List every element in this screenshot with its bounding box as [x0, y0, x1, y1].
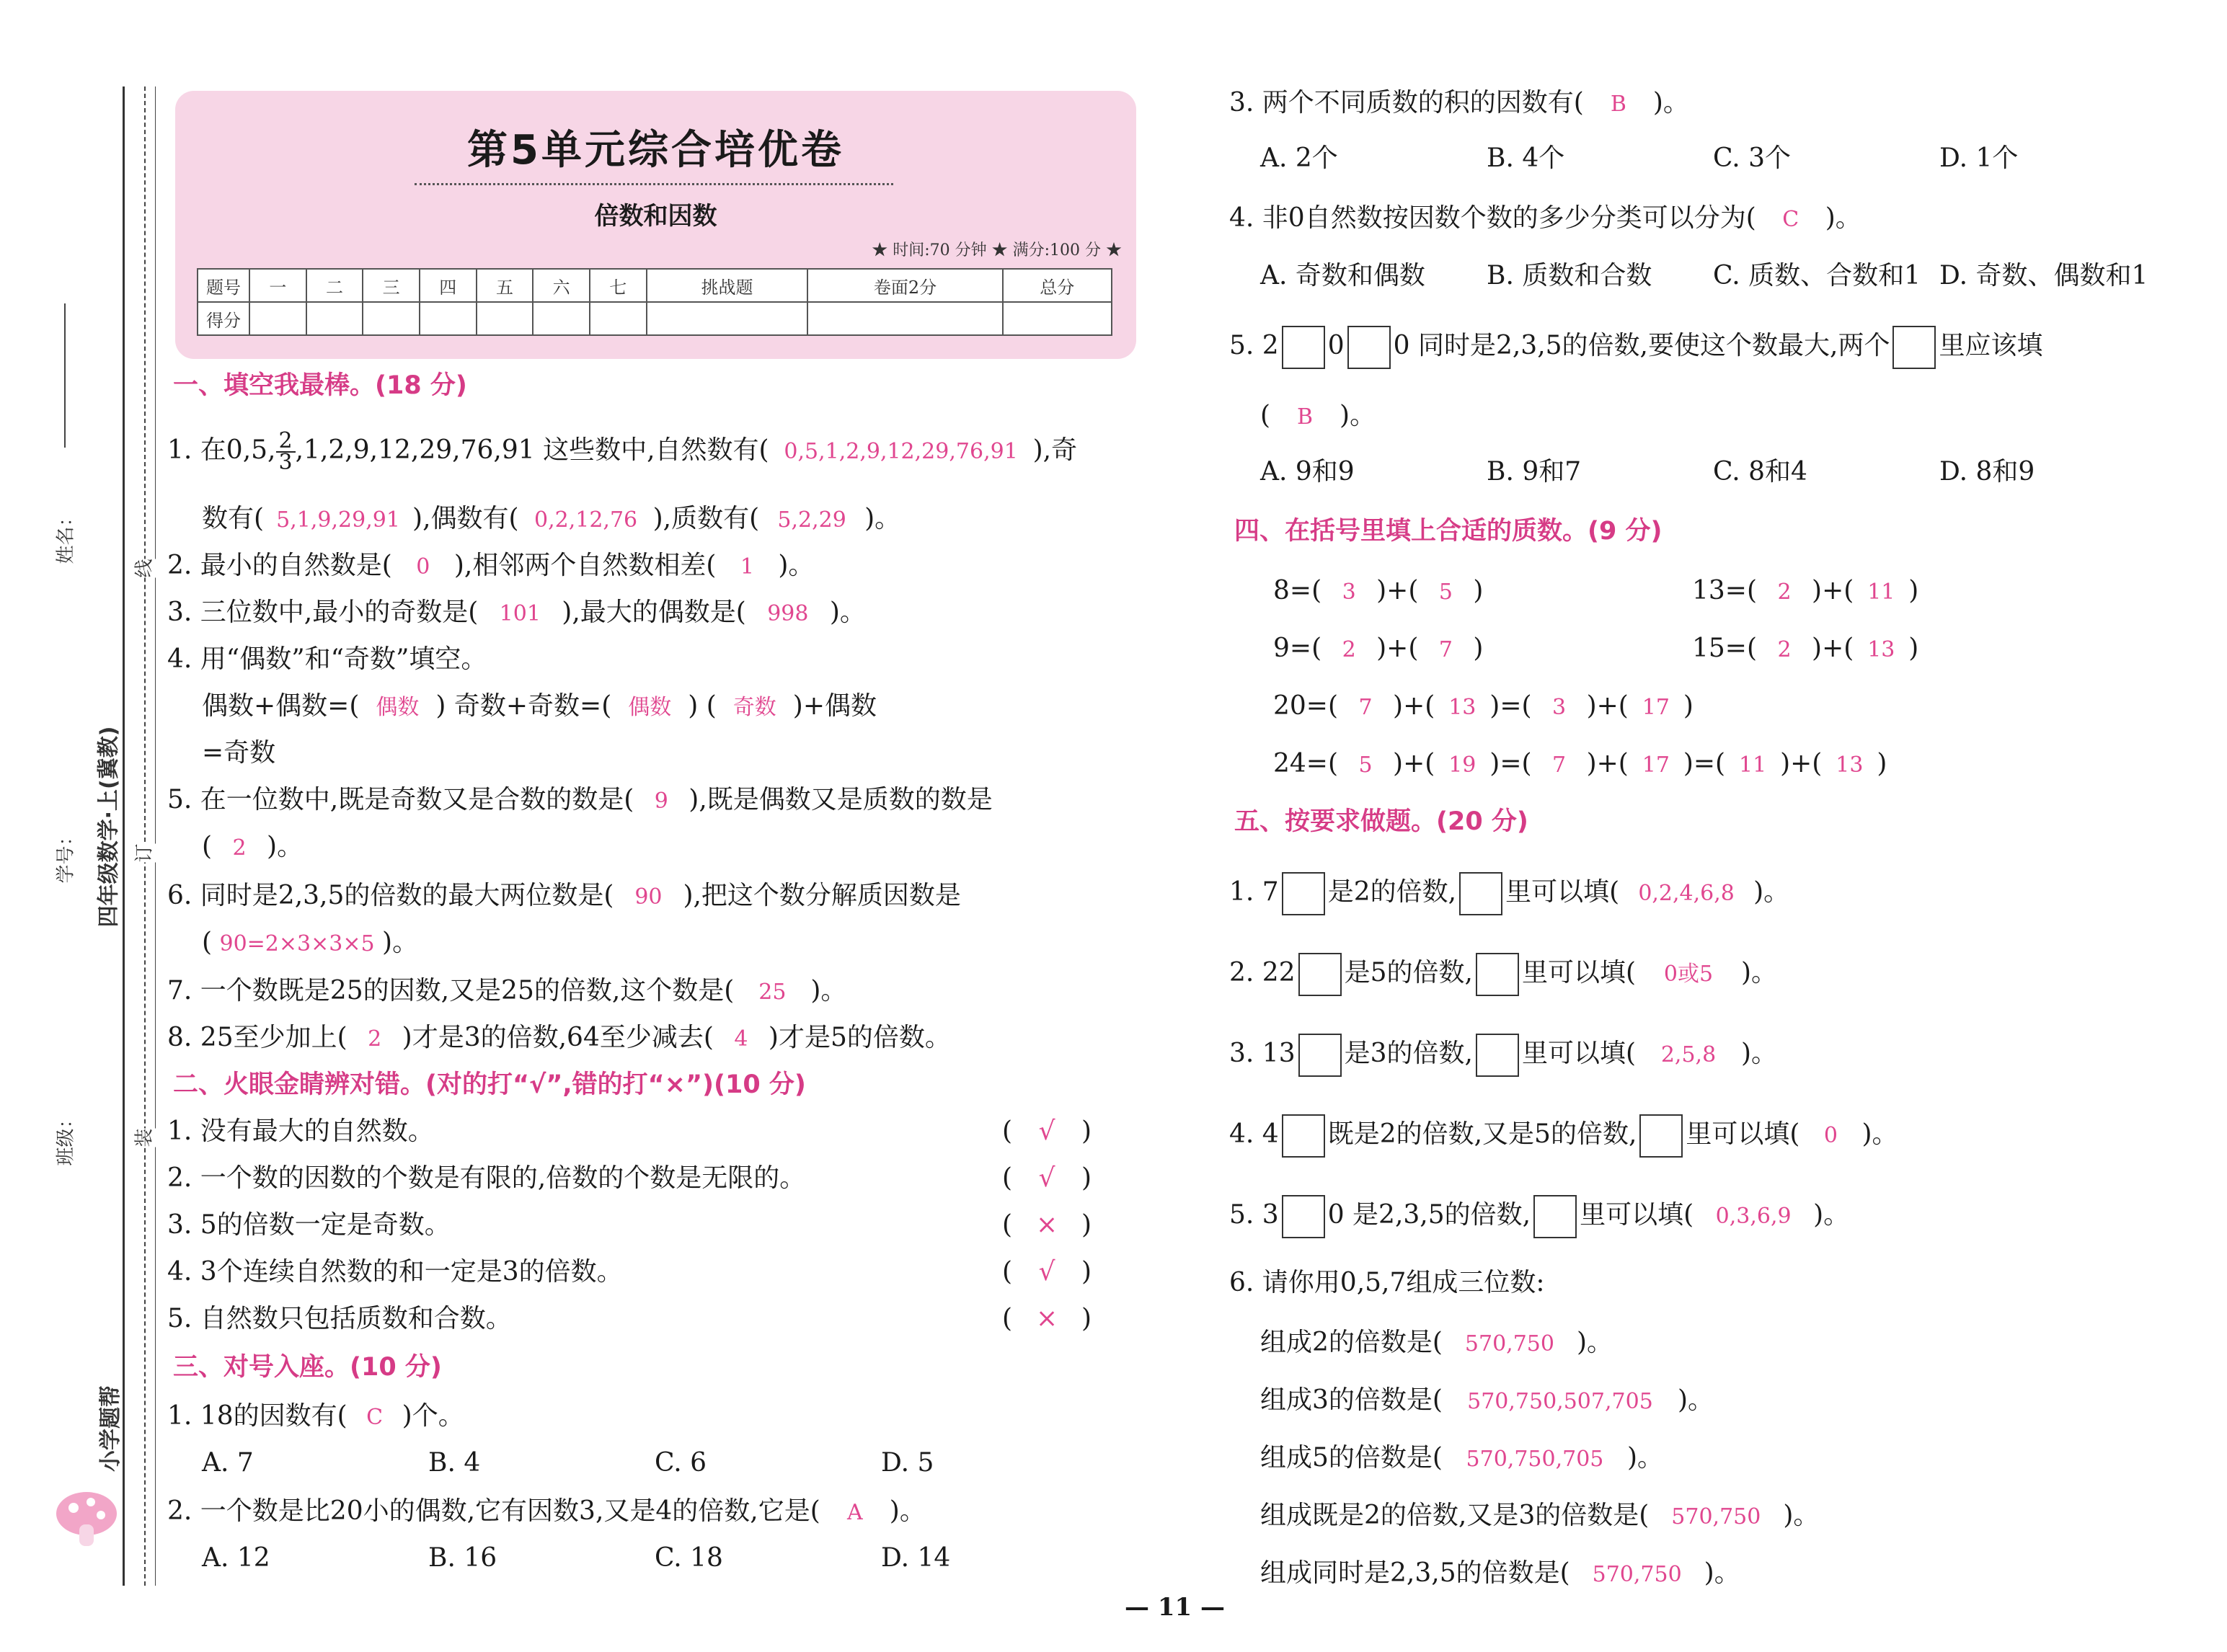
s3-q5-line2 — [1260, 398, 1376, 435]
score-cell: 题号 — [198, 269, 249, 302]
s5-q4 — [1229, 1114, 1898, 1158]
answer: 90=2×3×3×5 — [219, 931, 375, 956]
s3-q1-text-b: )个。 — [402, 1401, 464, 1431]
answer: B — [1610, 92, 1626, 117]
blank-box[interactable] — [1476, 1034, 1519, 1077]
s3-q3-option: C. 3个 — [1713, 143, 1792, 173]
blank-box[interactable] — [1533, 1195, 1577, 1238]
blank-box[interactable] — [1282, 1114, 1325, 1158]
s5-text: )。 — [1576, 1328, 1613, 1357]
s1-q7-text-b: )。 — [810, 976, 847, 1005]
s1-q8 — [167, 1020, 951, 1057]
answer: 17 — [1642, 752, 1670, 778]
s2-answer-paren: ( √ ) — [1002, 1114, 1092, 1150]
s1-q6-text-b: ),把这个数分解质因数是 — [683, 881, 961, 910]
header-panel — [175, 91, 1136, 359]
s3-q5-option: D. 8和9 — [1939, 457, 2035, 487]
answer: 7 — [1438, 637, 1453, 662]
s3-q3-option: B. 4个 — [1487, 143, 1565, 173]
s5-text: 里可以填( — [1521, 1039, 1637, 1068]
s1-q4-text-e: )+偶数 — [792, 691, 877, 721]
s1-q1-text-d: 数有( — [202, 504, 265, 533]
s3-q3-option: A. 2个 — [1260, 143, 1338, 173]
s3-q5-text-b: 0 — [1327, 331, 1345, 360]
answer: 2 — [368, 1026, 382, 1052]
answer: 偶数 — [628, 695, 672, 720]
score-input-cell[interactable] — [363, 302, 420, 335]
s5-q5 — [1229, 1195, 1849, 1238]
s3-q1-option: A. 7 — [202, 1448, 254, 1478]
s5-text: 组成既是2的倍数,又是3的倍数是( — [1260, 1501, 1650, 1530]
s1-q7-text-a: 7. 一个数既是25的因数,又是25的倍数,这个数是( — [167, 976, 735, 1005]
score-cell: 二 — [306, 269, 363, 302]
s1-q6-text-c: ( — [202, 928, 213, 957]
s1-q2-text-a: 2. 最小的自然数是( — [167, 551, 392, 580]
s2-answer-paren: ( √ ) — [1002, 1254, 1092, 1290]
answer: 0,2,4,6,8 — [1638, 881, 1735, 906]
s3-q1-text-a: 1. 18的因数有( — [167, 1401, 347, 1431]
s1-q5-text-d: )。 — [267, 832, 304, 861]
fraction-two-thirds — [276, 428, 296, 475]
fraction-numerator: 2 — [276, 431, 296, 453]
s2-item: 2. 一个数的因数的个数是有限的,倍数的个数是无限的。 — [167, 1163, 806, 1193]
score-input-cell[interactable] — [1003, 302, 1112, 335]
s5-text: 里可以填( — [1580, 1200, 1694, 1230]
answer: 2 — [1777, 637, 1792, 662]
s3-q3-text-b: )。 — [1652, 88, 1689, 117]
answer: 90 — [634, 884, 663, 910]
s5-text: 组成2的倍数是( — [1260, 1328, 1443, 1357]
s4-text: )+( — [1812, 634, 1854, 663]
class-label: 班级： — [55, 1109, 77, 1166]
s4-text: ) — [1908, 576, 1919, 605]
s5-text: 是5的倍数, — [1344, 958, 1473, 987]
s4-text: )+( — [1586, 749, 1629, 778]
s1-q2 — [167, 548, 814, 585]
s4-row2-right — [1692, 631, 1918, 668]
s1-q1-text-e: ),偶数有( — [412, 504, 519, 533]
s3-q1-option: B. 4 — [428, 1448, 481, 1478]
s3-q2-option: D. 14 — [881, 1543, 951, 1573]
s1-q4-text-d: ) ( — [688, 691, 717, 721]
s4-text: 9=( — [1273, 634, 1322, 663]
answer: 13 — [1867, 637, 1895, 662]
s3-q2-text-a: 2. 一个数是比20小的偶数,它有因数3,又是4的倍数,它是( — [167, 1496, 820, 1526]
answer: 7 — [1358, 695, 1373, 720]
s5-text: )。 — [1783, 1501, 1820, 1530]
answer: 570,750 — [1592, 1562, 1682, 1587]
answer: 5,1,9,29,91 — [276, 507, 400, 533]
s1-q8-text-c: )才是5的倍数。 — [768, 1023, 951, 1052]
answer: C — [366, 1405, 384, 1430]
score-input-cell[interactable] — [477, 302, 533, 335]
s3-q5-text-c: 0 同时是2,3,5的倍数,要使这个数最大,两个 — [1393, 331, 1890, 360]
s1-q2-text-b: ),相邻两个自然数相差( — [453, 551, 717, 580]
score-table-header-row — [198, 269, 1112, 302]
s2-answer-paren: ( √ ) — [1002, 1160, 1092, 1196]
s1-q1-text-f: ),质数有( — [652, 504, 760, 533]
s4-row1-right — [1692, 573, 1918, 610]
s2-item: 5. 自然数只包括质数和合数。 — [167, 1304, 512, 1333]
s5-q1 — [1229, 872, 1789, 915]
score-cell: 总分 — [1003, 269, 1112, 302]
s5-text: 是3的倍数, — [1344, 1039, 1473, 1068]
s5-text: 5. 3 — [1229, 1200, 1279, 1230]
section4-title: 四、在括号里填上合适的质数。(9 分) — [1234, 517, 1662, 546]
answer: 101 — [499, 601, 541, 626]
answer: 5,2,29 — [777, 507, 846, 533]
s3-q4-option: D. 奇数、偶数和1 — [1939, 261, 2148, 290]
section1-title: 一、填空我最棒。(18 分) — [173, 371, 467, 400]
s5-text: 里可以填( — [1686, 1119, 1800, 1149]
answer: 25 — [758, 980, 787, 1005]
score-cell: 卷面2分 — [807, 269, 1002, 302]
answer: A — [846, 1500, 863, 1525]
blank-box[interactable] — [1298, 953, 1342, 996]
page-title: 第5单元综合培优卷 — [467, 127, 844, 174]
s1-q8-text-b: )才是3的倍数,64至少减去( — [402, 1023, 714, 1052]
s4-text: )=( — [1489, 691, 1532, 721]
answer: 5 — [1438, 579, 1453, 605]
s4-text: ) — [1683, 691, 1694, 721]
s1-q3-text-a: 3. 三位数中,最小的奇数是( — [167, 598, 479, 627]
s3-q5-text-f: )。 — [1340, 401, 1376, 430]
s3-q1-option: D. 5 — [881, 1448, 934, 1478]
s5-text: 3. 13 — [1229, 1039, 1296, 1068]
score-table-score-row — [198, 302, 1112, 335]
s5-text: )。 — [1813, 1200, 1850, 1230]
s5-text: 组成3的倍数是( — [1260, 1385, 1443, 1415]
answer: 19 — [1448, 752, 1476, 778]
answer: 998 — [767, 601, 809, 626]
s5-text: )。 — [1677, 1385, 1714, 1415]
s2-item: 3. 5的倍数一定是奇数。 — [167, 1210, 451, 1240]
ding-mark: 订 — [130, 843, 156, 862]
s5-q6-item — [1260, 1382, 1714, 1420]
answer: 5 — [1358, 752, 1373, 778]
section5-title: 五、按要求做题。(20 分) — [1234, 807, 1528, 836]
score-input-cell[interactable] — [306, 302, 363, 335]
xian-mark: 线 — [130, 559, 156, 577]
score-cell: 一 — [249, 269, 306, 302]
s1-q5-line1 — [167, 782, 993, 820]
blank-box[interactable] — [1476, 953, 1519, 996]
score-cell: 六 — [533, 269, 590, 302]
title-divider — [415, 183, 893, 185]
s3-q4-text-a: 4. 非0自然数按因数个数的多少分类可以分为( — [1229, 203, 1756, 233]
answer: B — [1297, 404, 1314, 430]
answer: 2,5,8 — [1660, 1042, 1717, 1067]
s3-q5-option: C. 8和4 — [1713, 457, 1807, 487]
s5-text: 是2的倍数, — [1327, 877, 1457, 907]
s3-q5-option: B. 9和7 — [1487, 457, 1582, 487]
s5-text: )。 — [1626, 1443, 1663, 1473]
s1-q4-line2 — [202, 688, 877, 726]
page-number: — 11 — — [1125, 1593, 1225, 1622]
s1-q4-text-b: 偶数+偶数=( — [202, 691, 360, 721]
s3-q4-text-b: )。 — [1825, 203, 1861, 233]
s3-q5-text-e: ( — [1260, 401, 1271, 430]
answer: 偶数 — [376, 695, 420, 720]
s4-text: )+( — [1376, 634, 1419, 663]
s1-q6-line1 — [167, 878, 961, 915]
score-input-cell[interactable] — [249, 302, 306, 335]
answer: 4 — [734, 1026, 748, 1052]
answer: 570,750 — [1464, 1331, 1554, 1356]
blank-box[interactable] — [1282, 326, 1325, 369]
s5-text: 组成同时是2,3,5的倍数是( — [1260, 1558, 1570, 1588]
s5-text: )。 — [1861, 1119, 1898, 1149]
score-input-cell[interactable] — [647, 302, 808, 335]
answer: 2 — [232, 835, 247, 861]
grade-label: 四年级数学·上(冀教) — [96, 726, 122, 928]
s1-q6-line2 — [202, 925, 418, 962]
brand-label: 小学题帮 — [98, 1385, 123, 1472]
s4-row1-left — [1273, 573, 1483, 610]
answer: 13 — [1448, 695, 1476, 720]
s5-text: 2. 22 — [1229, 958, 1296, 987]
s3-q4-option: B. 质数和合数 — [1487, 261, 1652, 290]
s5-text: 1. 7 — [1229, 877, 1279, 907]
s1-q4-text-c: ) 奇数+奇数=( — [435, 691, 612, 721]
answer: 2 — [1342, 637, 1356, 662]
s1-q1-text-g: )。 — [864, 504, 901, 533]
s4-text: )+( — [1780, 749, 1823, 778]
answer: 3 — [1342, 579, 1356, 605]
answer: C — [1782, 207, 1799, 232]
s5-text: 0 是2,3,5的倍数, — [1327, 1200, 1531, 1230]
s2-answer-paren: ( × ) — [1002, 1207, 1092, 1243]
answer: 17 — [1642, 695, 1670, 720]
answer: 11 — [1867, 579, 1895, 605]
s3-q5-text-a: 5. 2 — [1229, 331, 1279, 360]
s4-text: )+( — [1586, 691, 1629, 721]
s5-q2 — [1229, 953, 1777, 996]
s4-row4 — [1273, 746, 1887, 783]
s5-text: )。 — [1753, 877, 1790, 907]
name-label: 姓名： — [55, 507, 77, 564]
s1-q3-text-b: ),最大的偶数是( — [562, 598, 746, 627]
score-input-cell[interactable] — [807, 302, 1002, 335]
answer: 13 — [1836, 752, 1864, 778]
binding-line-dashed — [144, 86, 146, 1586]
s4-text: )+( — [1376, 576, 1419, 605]
s4-text: 20=( — [1273, 691, 1339, 721]
score-input-cell[interactable] — [590, 302, 647, 335]
s4-text: )+( — [1393, 691, 1435, 721]
answer: 570,750,705 — [1466, 1447, 1604, 1472]
s3-q4-option: A. 奇数和偶数 — [1260, 261, 1425, 290]
s4-row3 — [1273, 688, 1694, 726]
score-input-cell[interactable] — [533, 302, 590, 335]
answer: √ — [1038, 1116, 1055, 1146]
answer: × — [1035, 1210, 1058, 1240]
blank-box[interactable] — [1459, 872, 1502, 915]
s5-text: )。 — [1741, 1039, 1778, 1068]
s3-q4 — [1229, 200, 1861, 238]
s1-q4-line1: 4. 用“偶数”和“奇数”填空。 — [167, 644, 487, 674]
answer: 11 — [1739, 752, 1767, 778]
s4-row2-left — [1273, 631, 1483, 668]
answer: 0 — [416, 554, 430, 579]
s3-q3 — [1229, 85, 1689, 123]
s1-q6-text-a: 6. 同时是2,3,5的倍数的最大两位数是( — [167, 881, 614, 910]
s2-answer-paren: ( × ) — [1002, 1301, 1092, 1337]
s3-q3-option: D. 1个 — [1939, 143, 2019, 173]
answer: 0,5,1,2,9,12,29,76,91 — [784, 439, 1018, 464]
s3-q2-text-b: )。 — [889, 1496, 926, 1526]
score-cell: 挑战题 — [647, 269, 808, 302]
blank-box[interactable] — [1282, 872, 1325, 915]
s1-q1-text-a: 1. 在0,5, — [167, 435, 276, 465]
score-cell: 五 — [477, 269, 533, 302]
answer: 570,750,507,705 — [1467, 1389, 1653, 1414]
answer: × — [1035, 1304, 1058, 1333]
blank-box[interactable] — [1347, 326, 1391, 369]
s5-q6-item — [1260, 1325, 1613, 1362]
answer: 0或5 — [1663, 962, 1714, 987]
answer: 9 — [654, 789, 668, 814]
s5-q6-item — [1260, 1555, 1740, 1593]
s1-q6-text-d: )。 — [382, 928, 419, 957]
s3-q5-line1 — [1229, 326, 2042, 369]
s5-q6-item — [1260, 1498, 1819, 1535]
s3-q2-option: B. 16 — [428, 1543, 497, 1573]
s5-q3 — [1229, 1034, 1777, 1077]
answer: 2 — [1777, 579, 1792, 605]
s1-q1-line2 — [202, 501, 900, 538]
s1-q1-line1 — [167, 428, 1078, 475]
s4-text: )=( — [1683, 749, 1726, 778]
s5-q6-item — [1260, 1440, 1663, 1478]
s1-q3-text-c: )。 — [829, 598, 866, 627]
s3-q1 — [167, 1398, 464, 1436]
blank-box[interactable] — [1282, 1195, 1325, 1238]
mushroom-logo-icon — [50, 1485, 123, 1550]
s2-item: 4. 3个连续自然数的和一定是3的倍数。 — [167, 1257, 623, 1287]
s1-q5-text-a: 5. 在一位数中,既是奇数又是合数的数是( — [167, 785, 634, 814]
s4-text: 15=( — [1692, 634, 1758, 663]
score-cell: 四 — [420, 269, 477, 302]
s3-q1-option: C. 6 — [655, 1448, 707, 1478]
s3-q4-option: C. 质数、合数和1 — [1713, 261, 1921, 290]
binding-line-solid-right — [155, 86, 156, 1586]
name-underline — [64, 303, 66, 448]
s5-text: 里可以填( — [1505, 877, 1620, 907]
zhuang-mark: 装 — [130, 1128, 156, 1147]
answer: 0,3,6,9 — [1715, 1204, 1792, 1229]
s1-q5-text-b: ),既是偶数又是质数的数是 — [689, 785, 993, 814]
s5-text: 里可以填( — [1521, 958, 1637, 987]
answer: 3 — [1552, 695, 1567, 720]
answer: 1 — [740, 554, 754, 579]
s5-q6-intro: 6. 请你用0,5,7组成三位数: — [1229, 1268, 1545, 1297]
s3-q2-option: C. 18 — [655, 1543, 723, 1573]
s3-q2 — [167, 1493, 926, 1531]
s5-text: 4. 4 — [1229, 1119, 1279, 1149]
score-cell: 七 — [590, 269, 647, 302]
answer: 0 — [1823, 1123, 1838, 1148]
s2-item: 1. 没有最大的自然数。 — [167, 1116, 434, 1146]
s5-text: 组成5的倍数是( — [1260, 1443, 1443, 1473]
section2-title: 二、火眼金睛辨对错。(对的打“√”,错的打“×”)(10 分) — [173, 1070, 806, 1099]
score-input-cell[interactable] — [420, 302, 477, 335]
blank-box[interactable] — [1639, 1114, 1683, 1158]
fraction-denominator: 3 — [278, 450, 293, 475]
s4-text: )+( — [1812, 576, 1854, 605]
s4-text: 8=( — [1273, 576, 1322, 605]
student-no-label: 学号： — [55, 827, 77, 884]
s5-text: )。 — [1704, 1558, 1740, 1588]
section3-title: 三、对号入座。(10 分) — [173, 1353, 442, 1382]
s4-text: 24=( — [1273, 749, 1339, 778]
s1-q5-line2 — [202, 829, 303, 866]
s5-text: 既是2的倍数,又是5的倍数, — [1327, 1119, 1637, 1149]
s3-q5-option: A. 9和9 — [1260, 457, 1355, 487]
answer: 奇数 — [732, 695, 776, 720]
s4-text: ) — [1908, 634, 1919, 663]
score-table — [197, 268, 1112, 336]
s3-q3-text-a: 3. 两个不同质数的积的因数有( — [1229, 88, 1584, 117]
answer: √ — [1038, 1163, 1055, 1193]
s1-q5-text-c: ( — [202, 832, 213, 861]
s1-q1-text-b: ,1,2,9,12,29,76,91 这些数中,自然数有( — [295, 435, 769, 465]
score-cell: 得分 — [198, 302, 249, 335]
score-cell: 三 — [363, 269, 420, 302]
s1-q8-text-a: 8. 25至少加上( — [167, 1023, 347, 1052]
page-subtitle: 倍数和因数 — [594, 202, 717, 231]
answer: 7 — [1552, 752, 1567, 778]
s1-q1-text-c: ),奇 — [1032, 435, 1078, 465]
s4-text: )=( — [1489, 749, 1532, 778]
s3-q5-text-d: 里应该填 — [1939, 331, 2043, 360]
blank-box[interactable] — [1298, 1034, 1342, 1077]
s1-q3 — [167, 595, 866, 632]
s4-text: ) — [1473, 576, 1484, 605]
s4-text: ) — [1877, 749, 1887, 778]
exam-meta: ★ 时间:70 分钟 ★ 满分:100 分 ★ — [872, 241, 1122, 259]
s1-q7 — [167, 973, 846, 1011]
s4-text: ) — [1473, 634, 1484, 663]
s5-text: )。 — [1741, 958, 1778, 987]
binding-line-solid — [123, 86, 125, 1586]
s4-text: 13=( — [1692, 576, 1758, 605]
blank-box[interactable] — [1892, 326, 1936, 369]
answer: 0,2,12,76 — [534, 507, 638, 533]
s1-q4-line3: =奇数 — [202, 738, 276, 768]
s4-text: )+( — [1393, 749, 1435, 778]
answer: 570,750 — [1671, 1504, 1761, 1529]
s1-q2-text-c: )。 — [778, 551, 815, 580]
answer: √ — [1038, 1257, 1055, 1287]
s3-q2-option: A. 12 — [202, 1543, 270, 1573]
